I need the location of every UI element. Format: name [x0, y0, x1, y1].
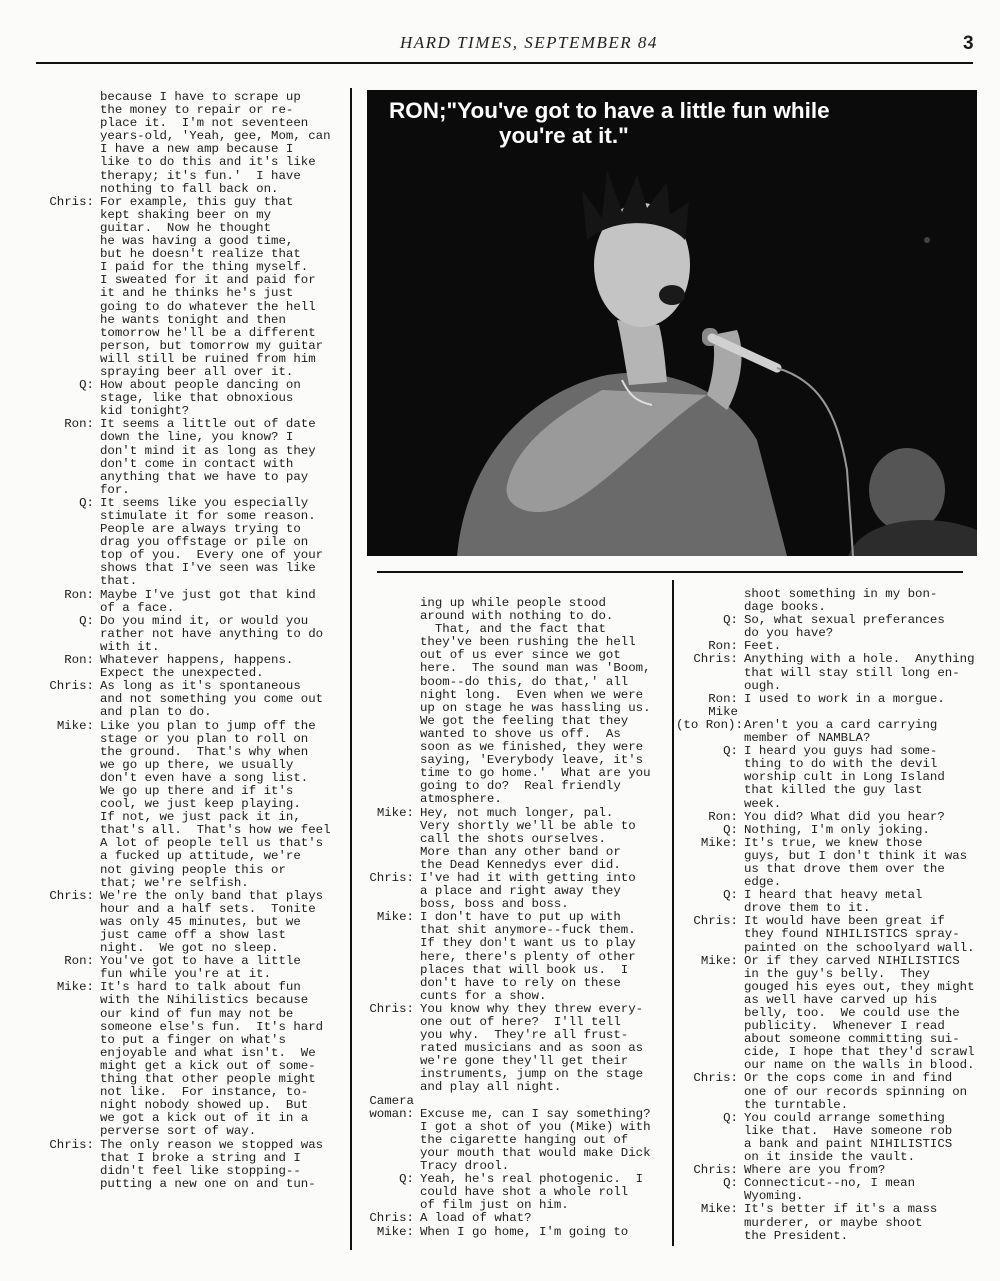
speaker-label: [356, 597, 420, 807]
dialogue-entry: [38, 1139, 348, 1191]
speaker-label: Mike:: [56, 980, 94, 995]
speaker-label: Mike (to Ron):: [676, 704, 743, 732]
dialogue-entry: [676, 1072, 988, 1111]
dialogue-text: You've got to have a little fun while you're at it.: [100, 954, 301, 982]
dialogue-text: because I have to scrape up the money to repair or re- place it. I'm not seventeen years-old, 'Yeah, gee, Mom, can I have a new amp because I like to do this and it's like therapy; it's fun.' I have nothing to fall back on.: [100, 90, 331, 196]
dialogue-text: Do you mind it, or would you rather not have anything to do with it.: [100, 613, 324, 654]
speaker-label: Chris:: [49, 1137, 94, 1152]
dialogue-text: Or the cops come in and find one of our records spinning on the turntable.: [744, 1071, 968, 1112]
dialogue-text: Excuse me, can I say something? I got a shot of you (Mike) with the cigarette hanging out of your mouth that would make Dick Tracy drool.: [420, 1106, 651, 1174]
speaker-label: Chris:: [369, 1211, 414, 1226]
dialogue-text: I don't have to put up with that shit anymore--fuck them. If they don't want us to play here, there's plenty of other places that will book us. I don't have to rely on these cunts for a show.: [420, 910, 636, 1003]
dialogue-text: When I go home, I'm going to: [420, 1224, 629, 1239]
dialogue-entry: [38, 497, 348, 589]
dialogue-entry: [38, 654, 348, 680]
dialogue-entry: [38, 981, 348, 1138]
speaker-label: Chris:: [369, 870, 414, 885]
dialogue-text: Feet.: [744, 639, 782, 654]
dialogue-text: A load of what?: [420, 1211, 532, 1226]
speaker-label: Mike:: [700, 953, 738, 968]
text-column-1: [38, 91, 348, 1191]
dialogue-entry: [676, 1112, 988, 1164]
dialogue-entry: [676, 588, 988, 614]
column-divider-1: [350, 88, 352, 1250]
dialogue-text: I heard that heavy metal drove them to it.: [744, 888, 923, 916]
speaker-label: Q:: [79, 495, 94, 510]
dialogue-text: It's true, we knew those guys, but I don't think it was us that drove them over the edge.: [744, 835, 968, 890]
dialogue-entry: [38, 91, 348, 196]
speaker-label: Ron:: [708, 691, 738, 706]
speaker-label: Mike:: [376, 1224, 414, 1239]
dialogue-text: I heard you guys had some- thing to do with the devil worship cult in Long Island that killed the guy last week.: [744, 744, 945, 811]
singer-illustration: [367, 90, 977, 556]
dialogue-entry: [38, 379, 348, 418]
dialogue-entry: [356, 911, 672, 1003]
top-rule: [36, 62, 973, 64]
speaker-label: Chris:: [49, 679, 94, 694]
speaker-label: Mike:: [700, 1202, 738, 1217]
dialogue-text: Or if they carved NIHILISTICS in the guy's belly. They gouged his eyes out, they might as well have carved up his belly, too. We could use the publicity. Whenever I read about someone committing sui- cide, I hope that they'd scrawl our name on the walls in blood.: [744, 953, 975, 1073]
speaker-label: Ron:: [64, 417, 94, 432]
dialogue-text: Yeah, he's real photogenic. I could have shot a whole roll of film just on him.: [420, 1172, 644, 1213]
speaker-label: [676, 588, 744, 614]
speaker-label: Q:: [723, 888, 738, 903]
dialogue-text: Connecticut--no, I mean Wyoming.: [744, 1176, 916, 1204]
speaker-label: Ron:: [64, 653, 94, 668]
photo-headline: [389, 98, 969, 148]
headline-line-1: RON;"You've got to have a little fun while: [389, 98, 830, 123]
dialogue-text: You did? What did you hear?: [744, 809, 945, 824]
dialogue-text: It seems like you especially stimulate it for some reason. People are always trying to drag you offstage or pile on top of you. Every one of your shows that I've seen was like that.: [100, 495, 324, 589]
text-column-3: [676, 588, 988, 1243]
dialogue-text: It would have been great if they found NIHILISTICS spray- painted on the schoolyard wall.: [744, 914, 975, 955]
dialogue-entry: [356, 597, 672, 807]
dialogue-text: You know why they threw every- one out of here? I'll tell you why. They're all frust- rated musicians and as soon as we're gone they'll get their instruments, jump on the stage and play all night.: [420, 1001, 644, 1095]
dialogue-text: I used to work in a morgue.: [744, 691, 945, 706]
dialogue-entry: [676, 811, 988, 824]
dialogue-text: I've had it with getting into a place and right away they boss, boss and boss.: [420, 870, 636, 912]
dialogue-text: We're the only band that plays hour and a half sets. Tonite was only 45 minutes, but we just came off a show last night. We got no sleep.: [100, 888, 324, 956]
dialogue-text: For example, this guy that kept shaking beer on my guitar. Now he thought he was having a good time, but he doesn't realize that I paid for the thing myself. I sweated for it and paid for it and he thinks he's just going to do whatever the hell he wants tonight and then tomorrow he'll be a different person, but tomorrow my guitar will still be ruined from him spraying beer all over it.: [100, 194, 324, 379]
masthead: HARD TIMES, SEPTEMBER 84: [400, 33, 658, 52]
speaker-label: Ron:: [64, 587, 94, 602]
dialogue-entry: [676, 889, 988, 915]
column-divider-2: [672, 580, 674, 1246]
dialogue-text: Like you plan to jump off the stage or you plan to roll on the ground. That's why when we go up there, we usually don't even have a song list. We go up there and if it's cool, we just keep playing. If not, we just pack it in, that's all. That's how we feel A lot of people tell us that's a fucked up attitude, we're not giving people this or that; we're selfish.: [100, 718, 331, 890]
dialogue-text: You could arrange something like that. Have someone rob a bank and paint NIHILISTICS on it inside the vault.: [744, 1110, 953, 1165]
photo-bottom-rule: [377, 571, 963, 573]
speaker-label: Chris:: [693, 1163, 738, 1178]
dialogue-entry: [676, 1177, 988, 1203]
speaker-label: Ron:: [708, 639, 738, 654]
dialogue-text: It's hard to talk about fun with the Nihilistics because our kind of fun may not be someone else's fun. It's hard to put a finger on what's enjoyable and what isn't. We might get a kick out of some- thing that other people might not like. For instance, to- night nobody showed up. But we got a kick out of it in a perverse sort of way.: [100, 980, 324, 1139]
dialogue-text: Nothing, I'm only joking.: [744, 822, 930, 837]
dialogue-text: As long as it's spontaneous and not something you come out and plan to do.: [100, 679, 324, 720]
speaker-label: Chris:: [693, 652, 738, 667]
dialogue-entry: [356, 1003, 672, 1095]
dialogue-entry: [38, 680, 348, 719]
speaker-label: Chris:: [49, 888, 94, 903]
headline-line-2: you're at it.": [499, 123, 629, 148]
dialogue-text: Aren't you a card carrying member of NAMBLA?: [744, 717, 938, 746]
dialogue-text: Anything with a hole. Anything that will stay still long en- ough.: [744, 652, 975, 693]
dialogue-text: Whatever happens, happens. Expect the unexpected.: [100, 653, 294, 681]
dialogue-entry: [38, 890, 348, 955]
speaker-label: Ron:: [708, 809, 738, 824]
speaker-label: Q:: [723, 1176, 738, 1191]
dialogue-text: Hey, not much longer, pal. Very shortly we'll be able to call the shots ourselves. More than any other band or the Dead Kennedys ever did.: [420, 805, 636, 872]
dialogue-text: It's better if it's a mass murderer, or maybe shoot the President.: [744, 1202, 938, 1243]
dialogue-entry: [356, 1212, 672, 1225]
speaker-label: Mike:: [376, 910, 414, 925]
dialogue-text: So, what sexual preferances do you have?: [744, 613, 945, 641]
dialogue-entry: [676, 614, 988, 640]
dialogue-entry: [676, 837, 988, 889]
speaker-label: [38, 91, 100, 196]
dialogue-entry: [356, 872, 672, 911]
dialogue-entry: [676, 745, 988, 810]
dialogue-entry: [676, 824, 988, 837]
speaker-label: Mike:: [376, 805, 414, 820]
page-number: 3: [963, 33, 974, 54]
speaker-label: Q:: [723, 613, 738, 628]
speaker-label: Q:: [723, 822, 738, 837]
dialogue-entry: [676, 653, 988, 692]
dialogue-entry: [38, 955, 348, 981]
dialogue-text: How about people dancing on stage, like that obnoxious kid tonight?: [100, 378, 301, 419]
speaker-label: Chris:: [49, 194, 94, 209]
speaker-label: Chris:: [369, 1001, 414, 1016]
speaker-label: Chris:: [693, 1071, 738, 1086]
dialogue-entry: [38, 615, 348, 654]
speaker-label: Mike:: [56, 718, 94, 733]
dialogue-entry: [38, 418, 348, 497]
speaker-label: Ron:: [64, 954, 94, 969]
dialogue-entry: [676, 1203, 988, 1242]
speaker-label: Q:: [79, 613, 94, 628]
concert-photo: [367, 90, 977, 556]
dialogue-text: ing up while people stood around with nothing to do. That, and the fact that they've been rushing the hell out of us ever since we got here. The sound man was 'Boom, boom--do this, do that,' all night long. Even when we were up on stage he was hassling us. We got the feeling that they wanted to shove us off. As soon as we finished, they were saying, 'Everybody leave, it's time to go home.' What are you going to do? Real friendly atmosphere.: [420, 596, 651, 807]
dialogue-entry: [676, 706, 988, 745]
dialogue-text: It seems a little out of date down the line, you know? I don't mind it as long as they don't come in contact with anything that we have to pay for.: [100, 417, 316, 497]
speaker-label: Q:: [79, 378, 94, 393]
dialogue-entry: [38, 589, 348, 615]
dialogue-entry: [38, 196, 348, 379]
dialogue-entry: [38, 720, 348, 890]
speaker-label: Mike:: [700, 835, 738, 850]
dialogue-text: The only reason we stopped was that I broke a string and I didn't feel like stopping-- putting a new one on and tun-: [100, 1137, 324, 1191]
dialogue-entry: [356, 1173, 672, 1212]
dialogue-entry: [676, 915, 988, 954]
dialogue-entry: [356, 1226, 672, 1239]
speaker-label: Chris:: [693, 914, 738, 929]
dialogue-entry: [676, 693, 988, 706]
dialogue-text: Where are you from?: [744, 1163, 886, 1178]
speaker-label: Q:: [723, 744, 738, 759]
dialogue-entry: [356, 1095, 672, 1174]
text-column-2: [356, 597, 672, 1239]
dialogue-text: Maybe I've just got that kind of a face.: [100, 587, 316, 615]
dialogue-entry: [676, 955, 988, 1073]
dialogue-entry: [356, 807, 672, 872]
speaker-label: Camera woman:: [369, 1093, 414, 1121]
speaker-label: Q:: [723, 1110, 738, 1125]
speaker-label: Q:: [399, 1172, 414, 1187]
dialogue-text: shoot something in my bon- dage books.: [744, 587, 938, 615]
